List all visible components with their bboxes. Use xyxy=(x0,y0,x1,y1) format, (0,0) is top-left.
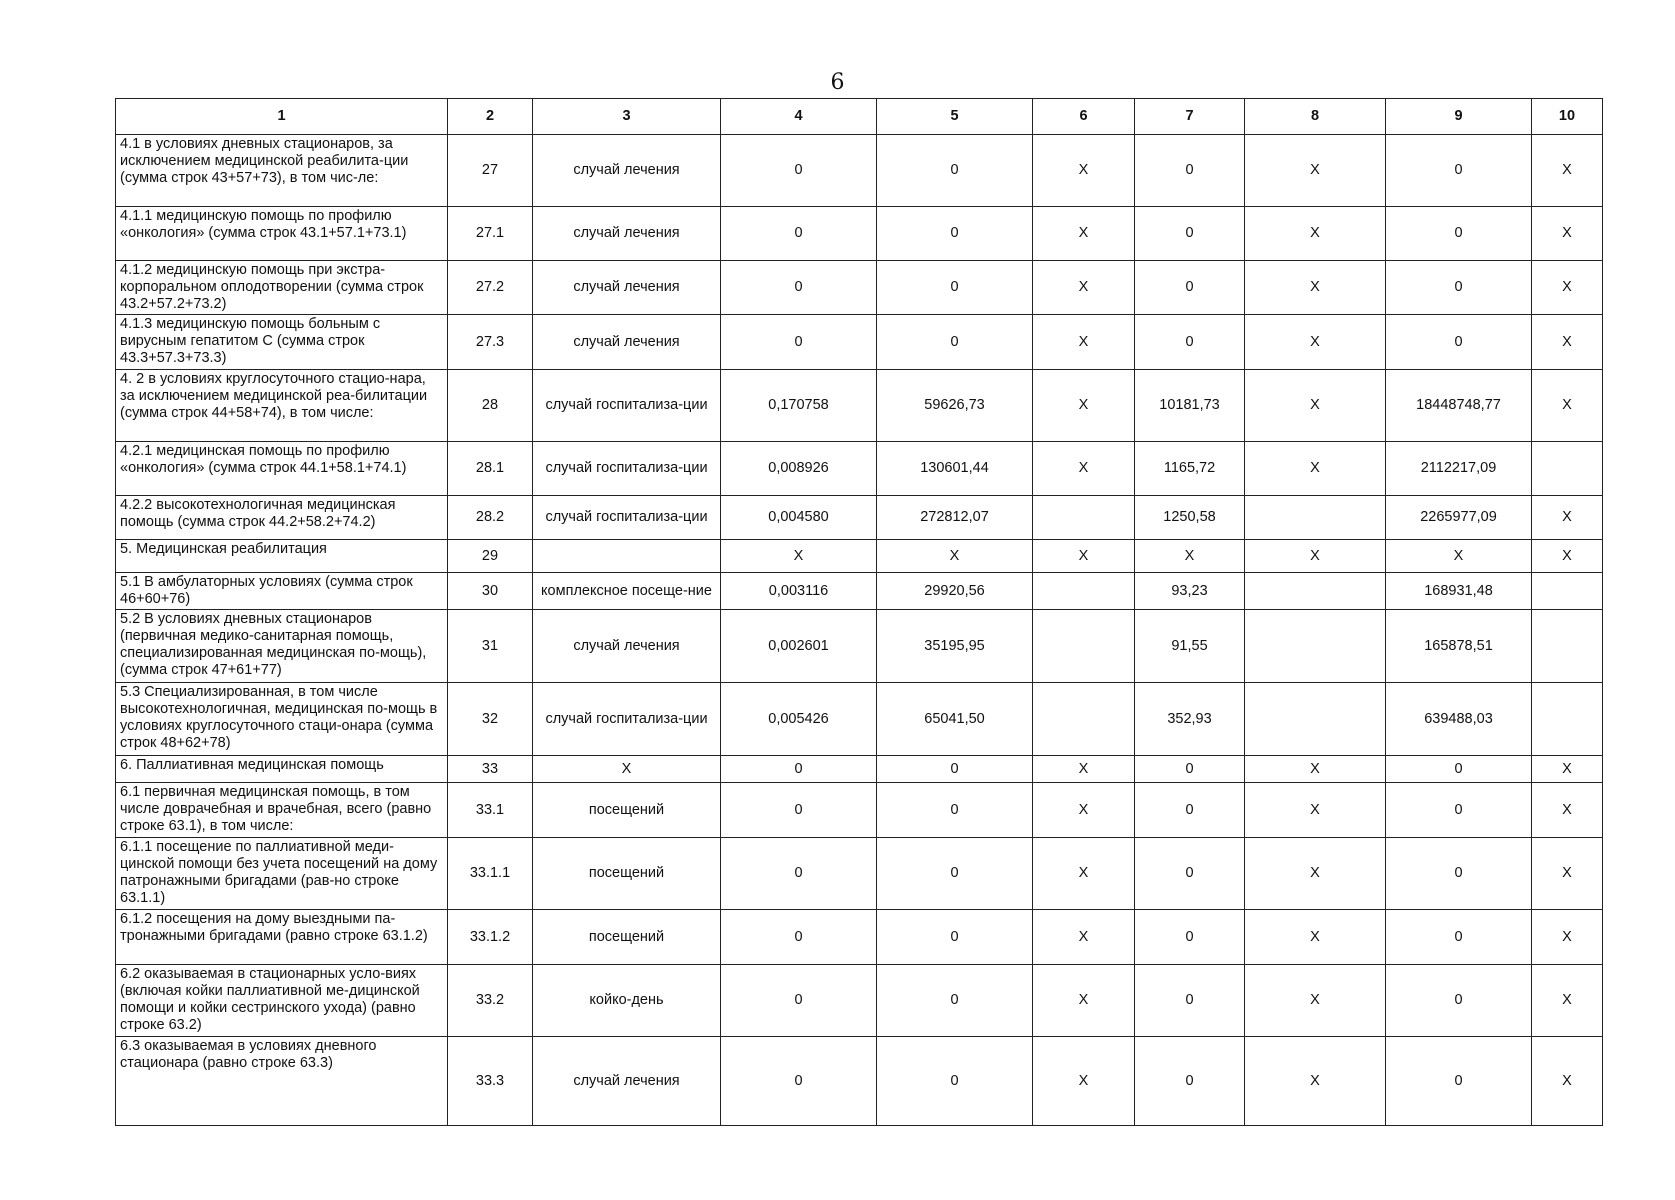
table-cell: случай лечения xyxy=(533,1037,721,1126)
header-cell: 10 xyxy=(1532,99,1603,135)
table-cell: X xyxy=(877,540,1033,573)
table-cell xyxy=(1532,573,1603,610)
table-cell xyxy=(1245,610,1386,683)
table-cell: 2112217,09 xyxy=(1386,442,1532,496)
table-cell: койко-день xyxy=(533,965,721,1037)
table-cell: X xyxy=(1245,965,1386,1037)
table-cell: 28 xyxy=(448,370,533,442)
table-cell: посещений xyxy=(533,783,721,838)
row-name-cell: 6.1.2 посещения на дому выездными па-тронажными бригадами (равно строке 63.1.2) xyxy=(116,910,448,965)
table-cell: X xyxy=(533,756,721,783)
table-cell: 2265977,09 xyxy=(1386,496,1532,540)
table-cell xyxy=(1033,610,1135,683)
table-cell: 0 xyxy=(1135,261,1245,315)
table-cell: 0 xyxy=(721,315,877,370)
row-name-cell: 5. Медицинская реабилитация xyxy=(116,540,448,573)
table-cell: 65041,50 xyxy=(877,683,1033,756)
table-cell xyxy=(1245,573,1386,610)
table-cell: 0,170758 xyxy=(721,370,877,442)
table-cell: X xyxy=(1245,135,1386,207)
table-cell: 31 xyxy=(448,610,533,683)
table-cell: X xyxy=(1245,370,1386,442)
table-cell: 1165,72 xyxy=(1135,442,1245,496)
table-cell xyxy=(1245,496,1386,540)
table-cell: посещений xyxy=(533,838,721,910)
row-name-cell: 5.1 В амбулаторных условиях (сумма строк 46+60+76) xyxy=(116,573,448,610)
table-row xyxy=(116,838,1603,910)
table-cell: случай лечения xyxy=(533,261,721,315)
table-cell: 33.1 xyxy=(448,783,533,838)
table-cell: случай лечения xyxy=(533,610,721,683)
table-row xyxy=(116,135,1603,207)
header-cell: 6 xyxy=(1033,99,1135,135)
table-cell: X xyxy=(1033,965,1135,1037)
row-name-cell: 5.2 В условиях дневных стационаров (первичная медико-санитарная помощь, специализированная медицинская по-мощь), (сумма строк 47+61+77) xyxy=(116,610,448,683)
row-name-cell: 6.1.1 посещение по паллиативной меди-цинской помощи без учета посещений на дому патронажными бригадами (рав-но строке 63.1.1) xyxy=(116,838,448,910)
row-name-cell: 6.2 оказываемая в стационарных усло-виях (включая койки паллиативной ме-дицинской помощи и койки сестринского ухода) (равно строке 63.2) xyxy=(116,965,448,1037)
row-name-cell: 5.3 Специализированная, в том числе высокотехнологичная, медицинская по-мощь в условиях круглосуточного стаци-онара (сумма строк 48+62+78) xyxy=(116,683,448,756)
table-cell: 0 xyxy=(721,783,877,838)
table-cell: 0 xyxy=(1135,910,1245,965)
header-cell: 1 xyxy=(116,99,448,135)
table-row xyxy=(116,573,1603,610)
table-cell: X xyxy=(1033,370,1135,442)
table-row xyxy=(116,783,1603,838)
table-cell: X xyxy=(1532,1037,1603,1126)
table-cell: X xyxy=(721,540,877,573)
table-row xyxy=(116,910,1603,965)
row-name-cell: 4. 2 в условиях круглосуточного стацио-нара, за исключением медицинской реа-билитации (сумма строк 44+58+74), в том числе: xyxy=(116,370,448,442)
table-cell: X xyxy=(1532,965,1603,1037)
table-cell: X xyxy=(1532,783,1603,838)
table-cell: X xyxy=(1532,315,1603,370)
table-cell: случай госпитализа-ции xyxy=(533,442,721,496)
table-cell: X xyxy=(1532,540,1603,573)
table-cell: 32 xyxy=(448,683,533,756)
table-cell: случай лечения xyxy=(533,315,721,370)
row-name-cell: 6.3 оказываемая в условиях дневного стационара (равно строке 63.3) xyxy=(116,1037,448,1126)
table-cell: 0 xyxy=(1386,207,1532,261)
table-cell: 59626,73 xyxy=(877,370,1033,442)
table-cell: X xyxy=(1532,756,1603,783)
page-number: 6 xyxy=(830,70,845,95)
table-cell: 0 xyxy=(1135,207,1245,261)
table-cell: 93,23 xyxy=(1135,573,1245,610)
table-cell xyxy=(1245,683,1386,756)
data-table xyxy=(115,98,1603,1126)
table-row xyxy=(116,756,1603,783)
table-cell: 29 xyxy=(448,540,533,573)
table-cell: 28.2 xyxy=(448,496,533,540)
table-row xyxy=(116,1037,1603,1126)
table-cell: 27.2 xyxy=(448,261,533,315)
table-cell: 1250,58 xyxy=(1135,496,1245,540)
table-cell: X xyxy=(1532,261,1603,315)
table-cell: 0 xyxy=(877,315,1033,370)
table-cell: 0 xyxy=(1386,315,1532,370)
table-cell: X xyxy=(1386,540,1532,573)
table-cell: X xyxy=(1033,1037,1135,1126)
table-cell: 91,55 xyxy=(1135,610,1245,683)
table-cell: 33.3 xyxy=(448,1037,533,1126)
table-cell xyxy=(1033,496,1135,540)
table-row xyxy=(116,683,1603,756)
table-cell: X xyxy=(1033,135,1135,207)
table-cell xyxy=(533,540,721,573)
table-cell: 0 xyxy=(1386,135,1532,207)
table-cell: X xyxy=(1532,496,1603,540)
table-cell: 352,93 xyxy=(1135,683,1245,756)
table-row xyxy=(116,540,1603,573)
table-row xyxy=(116,610,1603,683)
table-cell: 0 xyxy=(1135,1037,1245,1126)
table-cell: X xyxy=(1245,261,1386,315)
header-cell: 2 xyxy=(448,99,533,135)
table-cell: 0 xyxy=(721,910,877,965)
table-cell: 0 xyxy=(1135,783,1245,838)
table-cell: 0 xyxy=(721,756,877,783)
table-cell: X xyxy=(1532,370,1603,442)
table-cell: X xyxy=(1033,910,1135,965)
table-body xyxy=(116,99,1603,1126)
table-cell: 0 xyxy=(721,261,877,315)
table-cell: 27.3 xyxy=(448,315,533,370)
row-name-cell: 4.1.1 медицинскую помощь по профилю «онкология» (сумма строк 43.1+57.1+73.1) xyxy=(116,207,448,261)
table-cell xyxy=(1532,610,1603,683)
header-cell: 7 xyxy=(1135,99,1245,135)
table-row xyxy=(116,207,1603,261)
row-name-cell: 4.2.1 медицинская помощь по профилю «онкология» (сумма строк 44.1+58.1+74.1) xyxy=(116,442,448,496)
table-cell: 0 xyxy=(1386,1037,1532,1126)
row-name-cell: 4.2.2 высокотехнологичная медицинская помощь (сумма строк 44.2+58.2+74.2) xyxy=(116,496,448,540)
table-cell: 0 xyxy=(877,261,1033,315)
table-cell: 0 xyxy=(1135,838,1245,910)
table-cell: 0,003116 xyxy=(721,573,877,610)
table-cell: 272812,07 xyxy=(877,496,1033,540)
row-name-cell: 4.1.2 медицинскую помощь при экстра-корпоральном оплодотворении (сумма строк 43.2+57.2+73.2) xyxy=(116,261,448,315)
table-cell: X xyxy=(1245,207,1386,261)
header-cell: 8 xyxy=(1245,99,1386,135)
row-name-cell: 4.1 в условиях дневных стационаров, за исключением медицинской реабилита-ции (сумма строк 43+57+73), в том чис-ле: xyxy=(116,135,448,207)
table-cell: 0 xyxy=(1135,315,1245,370)
table-cell: 33.1.2 xyxy=(448,910,533,965)
table-cell: 0,002601 xyxy=(721,610,877,683)
table-cell: 0 xyxy=(721,1037,877,1126)
table-cell: X xyxy=(1245,783,1386,838)
table-cell: X xyxy=(1033,540,1135,573)
table-cell: 0 xyxy=(721,965,877,1037)
table-cell: 29920,56 xyxy=(877,573,1033,610)
table-cell: 0 xyxy=(877,965,1033,1037)
table-cell: посещений xyxy=(533,910,721,965)
table-cell: 0 xyxy=(1386,756,1532,783)
table-cell: X xyxy=(1245,540,1386,573)
table-cell xyxy=(1532,683,1603,756)
table-cell: X xyxy=(1033,838,1135,910)
table-cell: случай госпитализа-ции xyxy=(533,496,721,540)
row-name-cell: 6.1 первичная медицинская помощь, в том числе доврачебная и врачебная, всего (равно строке 63.1), в том числе: xyxy=(116,783,448,838)
table-cell: X xyxy=(1135,540,1245,573)
table-cell: 130601,44 xyxy=(877,442,1033,496)
table-cell: 0 xyxy=(877,1037,1033,1126)
table-cell xyxy=(1532,442,1603,496)
table-cell: 0 xyxy=(1135,965,1245,1037)
table-cell: X xyxy=(1245,838,1386,910)
table-cell: X xyxy=(1033,261,1135,315)
table-cell: случай госпитализа-ции xyxy=(533,370,721,442)
table-cell: X xyxy=(1033,207,1135,261)
table-cell: 168931,48 xyxy=(1386,573,1532,610)
table-row xyxy=(116,370,1603,442)
table-cell: 27 xyxy=(448,135,533,207)
table-cell: комплексное посеще-ние xyxy=(533,573,721,610)
table-cell: 35195,95 xyxy=(877,610,1033,683)
table-cell: случай лечения xyxy=(533,207,721,261)
table-cell: X xyxy=(1033,756,1135,783)
table-cell: 33.2 xyxy=(448,965,533,1037)
table-cell: случай госпитализа-ции xyxy=(533,683,721,756)
table-row xyxy=(116,496,1603,540)
table-cell: X xyxy=(1532,838,1603,910)
table-cell: 33.1.1 xyxy=(448,838,533,910)
table-cell: 0 xyxy=(1386,910,1532,965)
table-cell: 33 xyxy=(448,756,533,783)
table-cell: 28.1 xyxy=(448,442,533,496)
header-cell: 4 xyxy=(721,99,877,135)
table-cell xyxy=(1033,573,1135,610)
table-cell: 0 xyxy=(877,910,1033,965)
table-cell: X xyxy=(1245,315,1386,370)
table-cell: X xyxy=(1245,756,1386,783)
table-cell: 0 xyxy=(721,838,877,910)
table-cell: 0 xyxy=(877,207,1033,261)
table-cell: случай лечения xyxy=(533,135,721,207)
row-name-cell: 6. Паллиативная медицинская помощь xyxy=(116,756,448,783)
table-cell: 0,008926 xyxy=(721,442,877,496)
table-cell: 0 xyxy=(877,135,1033,207)
table-cell: 0 xyxy=(877,838,1033,910)
table-cell: 0 xyxy=(721,135,877,207)
table-cell: X xyxy=(1033,442,1135,496)
table-cell: X xyxy=(1532,207,1603,261)
table-cell: 639488,03 xyxy=(1386,683,1532,756)
table-cell: X xyxy=(1245,1037,1386,1126)
table-cell: X xyxy=(1033,315,1135,370)
table-row xyxy=(116,315,1603,370)
header-cell: 5 xyxy=(877,99,1033,135)
table-cell: X xyxy=(1033,783,1135,838)
table-header-row xyxy=(116,99,1603,135)
table-cell: 0 xyxy=(1386,783,1532,838)
header-cell: 9 xyxy=(1386,99,1532,135)
table-cell: 0 xyxy=(1135,756,1245,783)
table-cell: 0,004580 xyxy=(721,496,877,540)
table-cell xyxy=(1033,683,1135,756)
table-row xyxy=(116,261,1603,315)
table-cell: 30 xyxy=(448,573,533,610)
table-cell: 0 xyxy=(877,783,1033,838)
header-cell: 3 xyxy=(533,99,721,135)
table-cell: 27.1 xyxy=(448,207,533,261)
row-name-cell: 4.1.3 медицинскую помощь больным с вирусным гепатитом С (сумма строк 43.3+57.3+73.3) xyxy=(116,315,448,370)
table-cell: X xyxy=(1532,135,1603,207)
table-cell: 0 xyxy=(877,756,1033,783)
table-cell: 0 xyxy=(1386,261,1532,315)
table-cell: 0,005426 xyxy=(721,683,877,756)
table-cell: 0 xyxy=(721,207,877,261)
table-row xyxy=(116,442,1603,496)
table-cell: X xyxy=(1245,910,1386,965)
table-cell: 165878,51 xyxy=(1386,610,1532,683)
table-cell: 10181,73 xyxy=(1135,370,1245,442)
table-cell: X xyxy=(1532,910,1603,965)
table-cell: 18448748,77 xyxy=(1386,370,1532,442)
table-cell: X xyxy=(1245,442,1386,496)
table-cell: 0 xyxy=(1386,838,1532,910)
table-cell: 0 xyxy=(1386,965,1532,1037)
table-cell: 0 xyxy=(1135,135,1245,207)
table-row xyxy=(116,965,1603,1037)
